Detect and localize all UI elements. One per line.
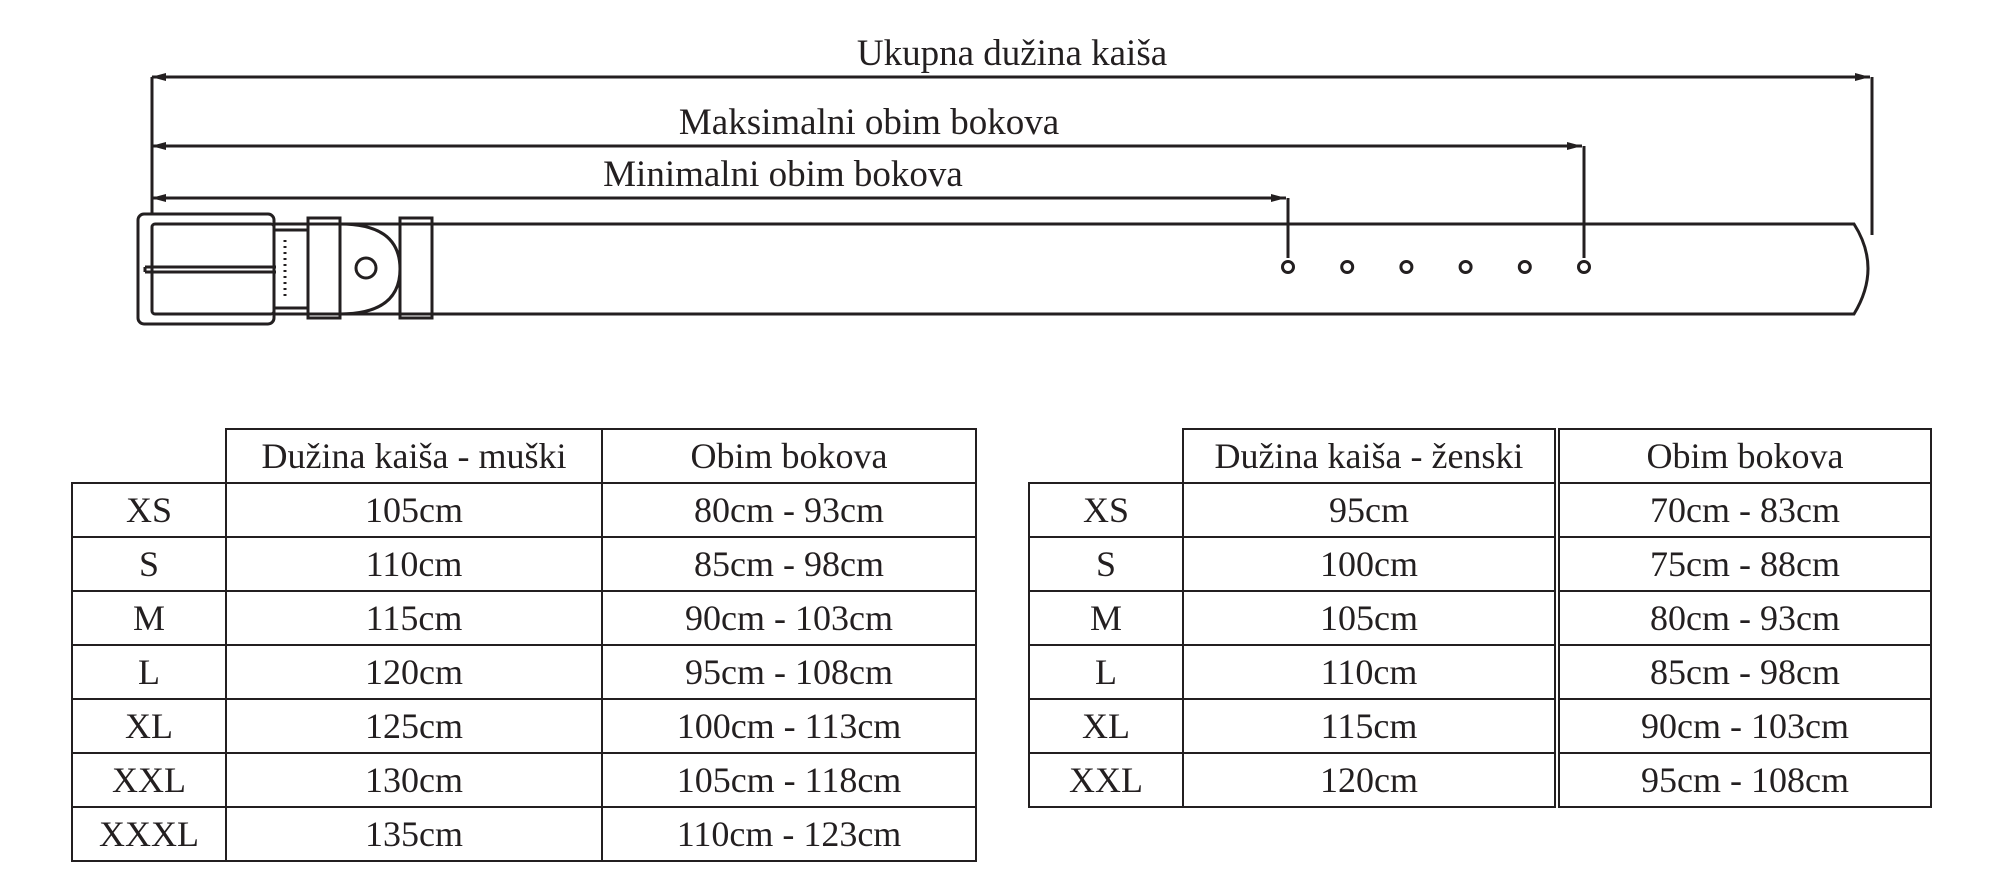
belt-hole (1342, 262, 1353, 273)
size-cell: M (72, 591, 226, 645)
table-row (1029, 753, 1931, 807)
table-row (72, 753, 976, 807)
min-hip-label: Minimalni obim bokova (603, 154, 963, 195)
header-empty-cell (72, 429, 226, 483)
women-size-table (1028, 428, 1932, 808)
belt-length-cell: 100cm (1183, 537, 1557, 591)
hip-range-cell: 75cm - 88cm (1557, 537, 1931, 591)
belt-hole (1401, 262, 1412, 273)
belt-length-cell: 120cm (1183, 753, 1557, 807)
header-empty-cell (1029, 429, 1183, 483)
table-row (72, 537, 976, 591)
size-cell: XXL (1029, 753, 1183, 807)
table-row (1029, 483, 1931, 537)
table-row (72, 483, 976, 537)
belt-hole (1460, 262, 1471, 273)
header-belt-length: Dužina kaiša - ženski (1183, 429, 1557, 483)
size-cell: M (1029, 591, 1183, 645)
belt-strap (275, 224, 1868, 314)
header-hip-circumference: Obim bokova (1557, 429, 1931, 483)
women-header-row (1029, 429, 1931, 483)
belt-length-cell: 105cm (226, 483, 602, 537)
hip-range-cell: 100cm - 113cm (602, 699, 976, 753)
buckle-rivet (356, 258, 376, 278)
belt-length-cell: 110cm (1183, 645, 1557, 699)
belt-length-cell: 130cm (226, 753, 602, 807)
table-row (72, 645, 976, 699)
hip-range-cell: 110cm - 123cm (602, 807, 976, 861)
header-hip-circumference: Obim bokova (602, 429, 976, 483)
table-row (72, 591, 976, 645)
hip-range-cell: 90cm - 103cm (602, 591, 976, 645)
belt-length-cell: 115cm (1183, 699, 1557, 753)
belt-keeper (400, 218, 432, 318)
hip-range-cell: 80cm - 93cm (1557, 591, 1931, 645)
hip-range-cell: 85cm - 98cm (1557, 645, 1931, 699)
hip-range-cell: 105cm - 118cm (602, 753, 976, 807)
belt-hole (1283, 262, 1294, 273)
table-row (72, 699, 976, 753)
size-cell: XXL (72, 753, 226, 807)
size-cell: S (1029, 537, 1183, 591)
belt-length-cell: 135cm (226, 807, 602, 861)
hip-range-cell: 90cm - 103cm (1557, 699, 1931, 753)
size-cell: XS (1029, 483, 1183, 537)
size-cell: L (72, 645, 226, 699)
belt-length-cell: 105cm (1183, 591, 1557, 645)
hip-range-cell: 95cm - 108cm (1557, 753, 1931, 807)
total-length-label: Ukupna dužina kaiša (856, 33, 1168, 74)
size-cell: XL (1029, 699, 1183, 753)
size-cell: XXXL (72, 807, 226, 861)
hip-range-cell: 85cm - 98cm (602, 537, 976, 591)
hip-range-cell: 80cm - 93cm (602, 483, 976, 537)
belt-length-cell: 95cm (1183, 483, 1557, 537)
table-row (1029, 537, 1931, 591)
hip-range-cell: 95cm - 108cm (602, 645, 976, 699)
hip-range-cell: 70cm - 83cm (1557, 483, 1931, 537)
size-cell: XL (72, 699, 226, 753)
header-belt-length: Dužina kaiša - muški (226, 429, 602, 483)
max-hip-label: Maksimalni obim bokova (678, 102, 1060, 143)
size-cell: XS (72, 483, 226, 537)
belt-length-cell: 125cm (226, 699, 602, 753)
belt-keeper (308, 218, 340, 318)
belt-hole (1519, 262, 1530, 273)
table-row (1029, 591, 1931, 645)
belt-length-cell: 115cm (226, 591, 602, 645)
table-row (1029, 699, 1931, 753)
table-row (1029, 645, 1931, 699)
belt-length-cell: 110cm (226, 537, 602, 591)
belt-hole (1579, 262, 1590, 273)
size-cell: S (72, 537, 226, 591)
size-cell: L (1029, 645, 1183, 699)
table-row (72, 807, 976, 861)
men-header-row (72, 429, 976, 483)
men-size-table (71, 428, 977, 862)
belt-length-cell: 120cm (226, 645, 602, 699)
belt-buckle (138, 214, 274, 324)
